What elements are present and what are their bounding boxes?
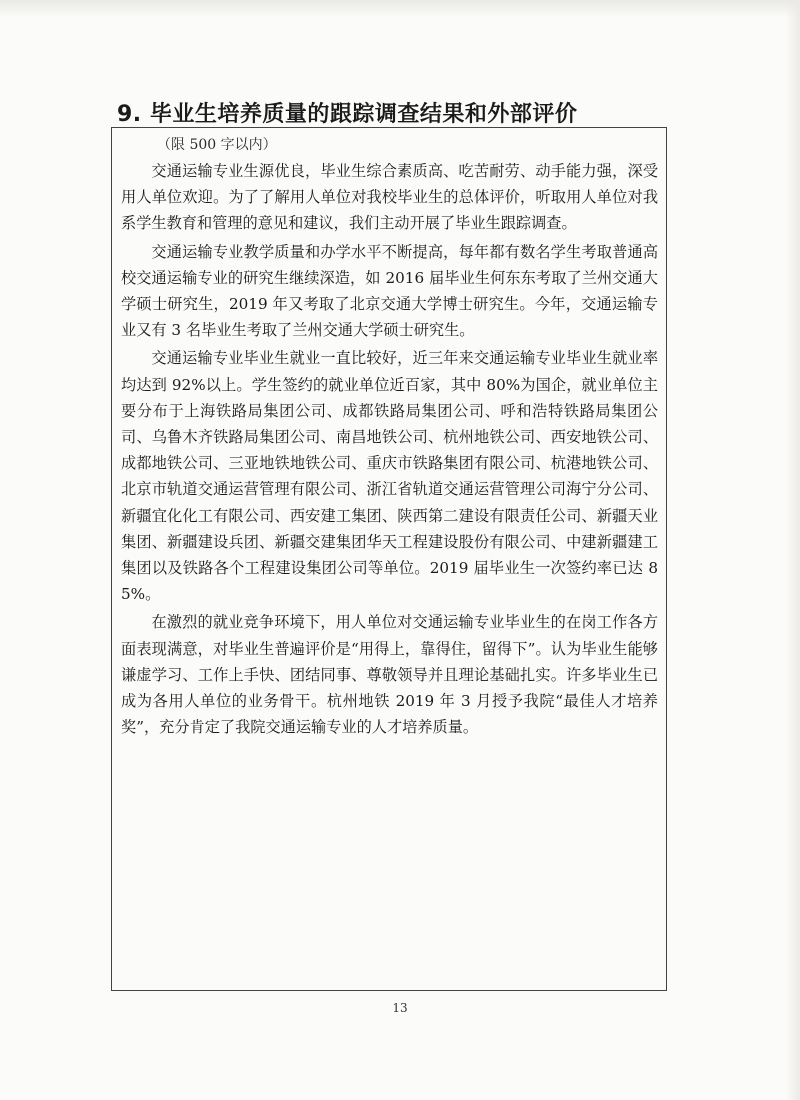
paragraph-employment: 交通运输专业毕业生就业一直比较好，近三年来交通运输专业毕业生就业率均达到 92%以上。学生签约的就业单位近百家，其中 80%为国企，就业单位主要分布于上海铁路局集团公司、成都铁路局集团公司、呼和浩特铁路局集团公司、乌鲁木齐铁路局集团公司、南昌地铁公司、杭州地铁公司、西安地铁公司、成都地铁公司、三亚地铁地铁公司、重庆市铁路集团有限公司、杭港地铁公司、北京市轨道交通运营管理有限公司、浙江省轨道交通运营管理公司海宁分公司、新疆宜化化工有限公司、西安建工集团、陕西第二建设有限责任公司、新疆天业集团、新疆建设兵团、新疆交建集团华天工程建设股份有限公司、中建新疆建工集团以及铁路各个工程建设集团公司等单位。2019 届毕业生一次签约率已达 85%。 [121,349,658,604]
section-title: 9. 毕业生培养质量的跟踪调查结果和外部评价 [117,102,578,127]
page-number: 13 [392,1001,408,1015]
body-text [121,158,658,742]
word-limit-note: （限 500 字以内） [157,137,277,153]
paragraph-employer-evaluation: 在激烈的就业竞争环境下，用人单位对交通运输专业毕业生的在岗工作各方面表现满意，对毕业生普遍评价是“用得上，靠得住，留得下”。认为毕业生能够谦虚学习、工作上手快、团结同事、尊敬领导并且理论基础扎实。许多毕业生已成为各用人单位的业务骨干。杭州地铁 2019 年 3 月授予我院“最佳人才培养奖”，充分肯定了我院交通运输专业的人才培养质量。 [121,613,658,737]
content-box [111,127,667,991]
scan-edge-shadow [0,0,800,18]
paragraph-graduate-study: 交通运输专业教学质量和办学水平不断提高，每年都有数名学生考取普通高校交通运输专业的研究生继续深造，如 2016 届毕业生何东东考取了兰州交通大学硕士研究生，2019 年又考取了北京交通大学博士研究生。今年，交通运输专业又有 3 名毕业生考取了兰州交通大学硕士研究生。 [121,242,658,340]
scan-edge-shadow-right [786,0,800,1100]
paragraph-source-quality: 交通运输专业生源优良，毕业生综合素质高、吃苦耐劳、动手能力强，深受用人单位欢迎。为了了解用人单位对我校毕业生的总体评价，听取用人单位对我系学生教育和管理的意见和建议，我们主动开展了毕业生跟踪调查。 [121,162,658,233]
